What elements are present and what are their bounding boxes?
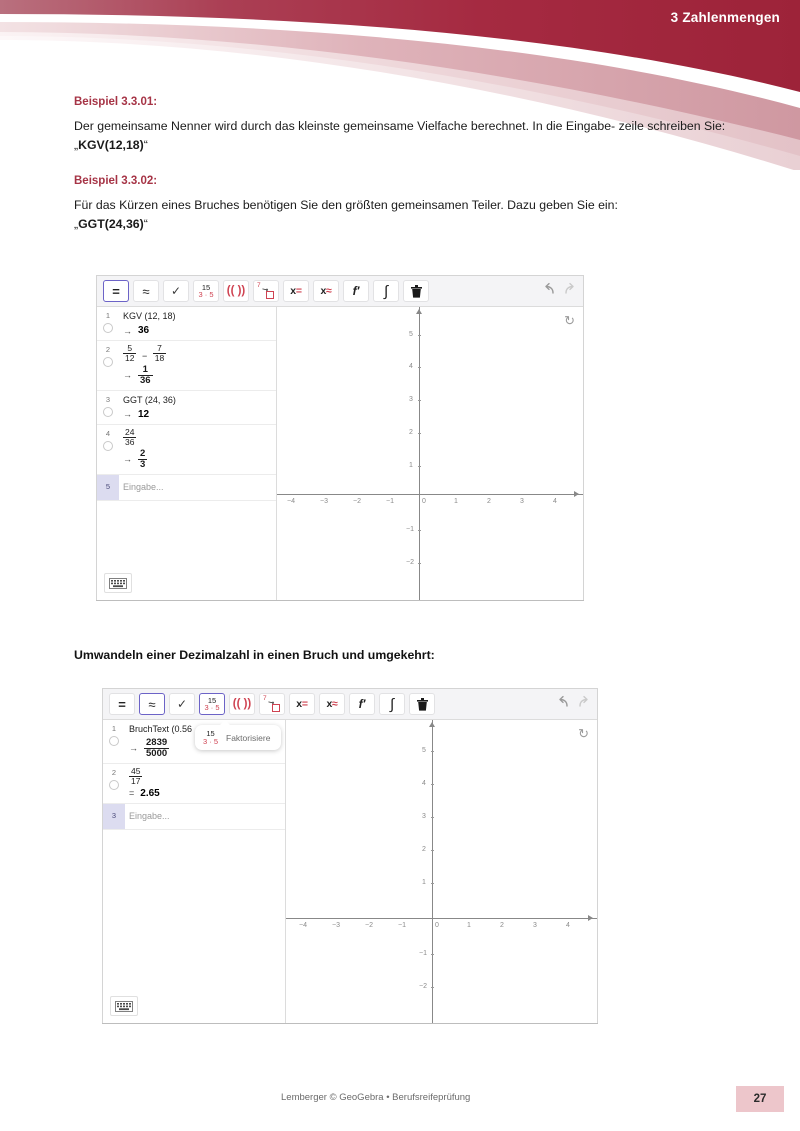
- row-gutter: [103, 764, 125, 803]
- row-input: [129, 767, 281, 786]
- y-tick-mark: [418, 400, 421, 401]
- undo-button[interactable]: [556, 695, 572, 713]
- fraction: $\frac{24}{36}$: [125, 426, 135, 447]
- x-axis: [277, 494, 583, 495]
- algebra-input-row[interactable]: [97, 475, 276, 501]
- approx-icon: ≈: [142, 283, 150, 299]
- algebra-input-placeholder[interactable]: Eingabe...: [129, 810, 170, 821]
- x-tick-label: −1: [398, 922, 406, 929]
- solve-icon: x=: [296, 698, 308, 710]
- derivative-button[interactable]: [343, 280, 369, 302]
- factorize-icon: 15 3 · 5: [203, 729, 219, 746]
- page-number-badge: [736, 1086, 784, 1112]
- expand-button[interactable]: [223, 280, 249, 302]
- example-1-paragraph: [74, 117, 734, 155]
- y-axis-arrow: [416, 309, 422, 314]
- equals-icon: =: [112, 283, 120, 299]
- x-tick-label: 1: [454, 498, 458, 505]
- row-output: [123, 325, 272, 336]
- page-number: 27: [753, 1093, 767, 1105]
- row-output: [123, 409, 272, 420]
- y-tick-label: 3: [422, 813, 426, 820]
- factorize-icon: 15 3 · 5: [198, 282, 214, 299]
- redo-icon: [575, 695, 591, 709]
- algebra-input-placeholder[interactable]: Eingabe...: [123, 481, 164, 492]
- derivative-icon: f′: [358, 697, 366, 711]
- x-axis: [286, 918, 597, 919]
- fraction: $\frac{7}{18}$: [154, 343, 165, 363]
- algebra-row[interactable]: [97, 425, 276, 475]
- arrow-icon: →: [123, 325, 132, 336]
- algebra-row[interactable]: [97, 307, 276, 341]
- approx-icon: ≈: [148, 696, 156, 712]
- geogebra-applet-2[interactable]: [102, 688, 598, 1023]
- numeric-solve-icon: x≈: [326, 698, 338, 710]
- delete-button[interactable]: [403, 280, 429, 302]
- row-content: [119, 391, 276, 424]
- minus-operator: −: [141, 351, 148, 361]
- y-axis: [419, 307, 420, 600]
- example-1-line-2-pre: zeile schreiben Sie: „: [74, 119, 726, 152]
- x-tick-label: 3: [520, 498, 524, 505]
- keyboard-button[interactable]: [104, 573, 132, 593]
- applet-1-algebra-view[interactable]: [97, 307, 277, 600]
- factorize-button[interactable]: [193, 280, 219, 302]
- row-number: 1: [111, 724, 117, 733]
- y-tick-mark: [418, 530, 421, 531]
- x-axis-arrow: [588, 915, 593, 921]
- example-2-line-2-pre: „: [74, 217, 79, 231]
- example-2-paragraph: [74, 196, 734, 234]
- y-tick-label: 4: [409, 363, 413, 370]
- visibility-toggle[interactable]: [103, 357, 113, 367]
- row-content: [125, 764, 285, 803]
- x-tick-label: 2: [487, 498, 491, 505]
- y-tick-label: −1: [419, 950, 427, 957]
- visibility-toggle[interactable]: [109, 736, 119, 746]
- example-2-line-2-post: “: [143, 217, 148, 231]
- y-tick-mark: [431, 850, 434, 851]
- check-icon: ✓: [170, 284, 182, 298]
- check-icon: ✓: [176, 697, 188, 711]
- y-tick-mark: [431, 987, 434, 988]
- x-tick-label: −2: [365, 922, 373, 929]
- row-input: [123, 428, 272, 447]
- applet-2-toolbar[interactable]: [103, 689, 597, 720]
- y-tick-label: −2: [419, 983, 427, 990]
- footer-credit: Lemberger © GeoGebra • Berufsreifeprüfung: [281, 1092, 471, 1103]
- algebra-row[interactable]: [97, 391, 276, 425]
- y-tick-mark: [418, 563, 421, 564]
- visibility-toggle[interactable]: [103, 441, 113, 451]
- result-fraction: 2 3: [140, 447, 146, 470]
- check-button[interactable]: [169, 693, 195, 715]
- expand-button[interactable]: [229, 693, 255, 715]
- approx-button[interactable]: [139, 693, 165, 715]
- derivative-button[interactable]: [349, 693, 375, 715]
- row-output: [129, 788, 281, 799]
- x-tick-label: −1: [386, 498, 394, 505]
- result-fraction: 2839 5000: [146, 737, 168, 759]
- derivative-icon: f′: [352, 284, 360, 298]
- row-number: 2: [111, 768, 117, 777]
- expand-parentheses-icon: (( )): [232, 698, 252, 710]
- keyboard-icon: [115, 1001, 133, 1012]
- arrow-icon: →: [123, 454, 132, 465]
- y-tick-mark: [431, 817, 434, 818]
- row-input: GGT (24, 36): [123, 394, 176, 405]
- y-tick-mark: [418, 433, 421, 434]
- example-2-command: GGT(24,36): [78, 217, 144, 231]
- row-output: [123, 449, 272, 470]
- visibility-toggle[interactable]: [109, 780, 119, 790]
- row-gutter: [103, 804, 125, 829]
- example-1-line-1: Der gemeinsame Nenner wird durch das kleinste gemeinsame Vielfache berechnet. In die Eingabe-: [74, 119, 616, 133]
- row-content: [119, 475, 276, 500]
- y-tick-label: 1: [422, 879, 426, 886]
- solve-icon: x=: [290, 285, 302, 297]
- row-number: 2: [105, 345, 111, 354]
- row-number: 1: [105, 311, 111, 320]
- applet-1-body: [97, 307, 583, 600]
- y-tick-label: 2: [422, 846, 426, 853]
- applet-1-toolbar[interactable]: [97, 276, 583, 307]
- visibility-toggle[interactable]: [103, 323, 113, 333]
- row-gutter: [97, 307, 119, 340]
- check-button[interactable]: [163, 280, 189, 302]
- y-tick-label: 5: [422, 747, 426, 754]
- row-gutter: [97, 425, 119, 474]
- redo-icon: [561, 282, 577, 296]
- arrow-icon: →: [123, 370, 132, 381]
- y-axis: [432, 720, 433, 1023]
- substitute-button[interactable]: [253, 280, 279, 302]
- row-result: 12: [138, 408, 150, 420]
- undo-icon: [542, 282, 558, 296]
- undo-icon: [556, 695, 572, 709]
- row-gutter: [103, 720, 125, 763]
- y-tick-mark: [431, 751, 434, 752]
- redo-button[interactable]: [561, 282, 577, 300]
- row-content: [119, 341, 276, 390]
- visibility-toggle[interactable]: [103, 407, 113, 417]
- row-content: [119, 307, 276, 340]
- y-axis-arrow: [429, 722, 435, 727]
- keyboard-icon: [109, 578, 127, 589]
- trash-icon: [417, 698, 428, 711]
- x-tick-label: 1: [467, 922, 471, 929]
- row-number: 3: [111, 811, 117, 821]
- row-result: 2.65: [140, 787, 160, 799]
- applet-2-algebra-view[interactable]: [103, 720, 286, 1023]
- x-tick-label: 2: [500, 922, 504, 929]
- y-tick-label: −1: [406, 526, 414, 533]
- solve-button[interactable]: [289, 693, 315, 715]
- y-tick-mark: [431, 954, 434, 955]
- integral-icon: ∫: [383, 282, 389, 300]
- x-tick-label: 0: [422, 498, 426, 505]
- applet-1-graphics-view[interactable]: [277, 307, 583, 600]
- y-tick-mark: [431, 883, 434, 884]
- nsolve-button[interactable]: [313, 280, 339, 302]
- delete-button[interactable]: [409, 693, 435, 715]
- keyboard-button[interactable]: [110, 996, 138, 1016]
- y-tick-mark: [418, 367, 421, 368]
- x-tick-label: 0: [435, 922, 439, 929]
- factorize-icon: 15 3 · 5: [204, 695, 220, 712]
- factorize-button[interactable]: [199, 693, 225, 715]
- row-content: [119, 425, 276, 474]
- equals-button[interactable]: [103, 280, 129, 302]
- numeric-solve-icon: x≈: [320, 285, 332, 297]
- arrow-icon: →: [129, 743, 138, 754]
- fraction: $\frac{5}{12}$: [125, 343, 135, 363]
- equals-icon: =: [118, 696, 126, 712]
- page-title: 3 Zahlenmengen: [670, 10, 780, 25]
- substitute-icon: 7 ➞: [257, 283, 275, 299]
- row-number: 4: [105, 428, 111, 438]
- algebra-row[interactable]: [103, 764, 285, 804]
- geogebra-applet-1[interactable]: [96, 275, 584, 600]
- algebra-row[interactable]: [97, 341, 276, 391]
- x-tick-label: 4: [566, 922, 570, 929]
- x-tick-label: −4: [299, 922, 307, 929]
- undo-button[interactable]: [542, 282, 558, 300]
- y-tick-mark: [418, 335, 421, 336]
- substitute-button[interactable]: [259, 693, 285, 715]
- row-number: 5: [105, 482, 111, 492]
- y-tick-label: 3: [409, 396, 413, 403]
- tooltip-pointer: [219, 720, 231, 726]
- example-2-line-1: Für das Kürzen eines Bruches benötigen Sie den größten gemeinsamen Teiler. Dazu geben Sie ein:: [74, 198, 618, 212]
- y-tick-mark: [418, 466, 421, 467]
- row-gutter: [97, 341, 119, 390]
- y-tick-label: −2: [406, 559, 414, 566]
- row-result: 36: [138, 325, 150, 336]
- factorize-tooltip: [195, 725, 281, 750]
- row-output: [123, 365, 272, 386]
- row-gutter: [97, 391, 119, 424]
- arrow-icon: →: [123, 409, 132, 420]
- row-gutter: [97, 475, 119, 500]
- row-number: 3: [105, 394, 111, 404]
- result-fraction: 1 36: [140, 364, 151, 386]
- integral-button[interactable]: [379, 693, 405, 715]
- nsolve-button[interactable]: [319, 693, 345, 715]
- x-axis-arrow: [574, 491, 579, 497]
- fraction: $\frac{45}{17}$: [131, 766, 141, 786]
- applet-2-graphics-view[interactable]: [286, 720, 597, 1023]
- substitute-icon: 7 ➞: [263, 696, 281, 712]
- x-tick-label: 4: [553, 498, 557, 505]
- refresh-icon[interactable]: ↻: [578, 726, 589, 741]
- row-input: [123, 344, 272, 363]
- refresh-icon[interactable]: ↻: [564, 313, 575, 328]
- expand-parentheses-icon: (( )): [226, 285, 246, 297]
- redo-button[interactable]: [575, 695, 591, 713]
- example-1-label: Beispiel 3.3.01:: [74, 96, 158, 108]
- approx-button[interactable]: [133, 280, 159, 302]
- example-2-label: Beispiel 3.3.02:: [74, 175, 158, 187]
- row-input: KGV (12, 18): [123, 311, 176, 321]
- row-input: BruchText (0.56: [129, 724, 193, 734]
- x-tick-label: −4: [287, 498, 295, 505]
- x-tick-label: −3: [320, 498, 328, 505]
- equals-button[interactable]: [109, 693, 135, 715]
- integral-button[interactable]: [373, 280, 399, 302]
- y-tick-mark: [431, 784, 434, 785]
- algebra-input-row[interactable]: [103, 804, 285, 830]
- solve-button[interactable]: [283, 280, 309, 302]
- example-1-command: KGV(12,18): [78, 138, 144, 152]
- trash-icon: [411, 285, 422, 298]
- integral-icon: ∫: [389, 695, 395, 713]
- x-tick-label: −3: [332, 922, 340, 929]
- tooltip-label: Faktorisiere: [226, 732, 271, 743]
- row-content: [125, 804, 285, 829]
- section-2-heading: Umwandeln einer Dezimalzahl in einen Bruch und umgekehrt:: [74, 648, 435, 662]
- x-tick-label: −2: [353, 498, 361, 505]
- y-tick-label: 4: [422, 780, 426, 787]
- equals-prefix: =: [129, 788, 135, 799]
- y-tick-label: 5: [409, 331, 413, 338]
- y-tick-label: 2: [409, 429, 413, 436]
- main-content: [74, 96, 734, 254]
- applet-2-body: [103, 720, 597, 1023]
- y-tick-label: 1: [409, 462, 413, 469]
- example-1-line-2-post: “: [143, 138, 148, 152]
- x-tick-label: 3: [533, 922, 537, 929]
